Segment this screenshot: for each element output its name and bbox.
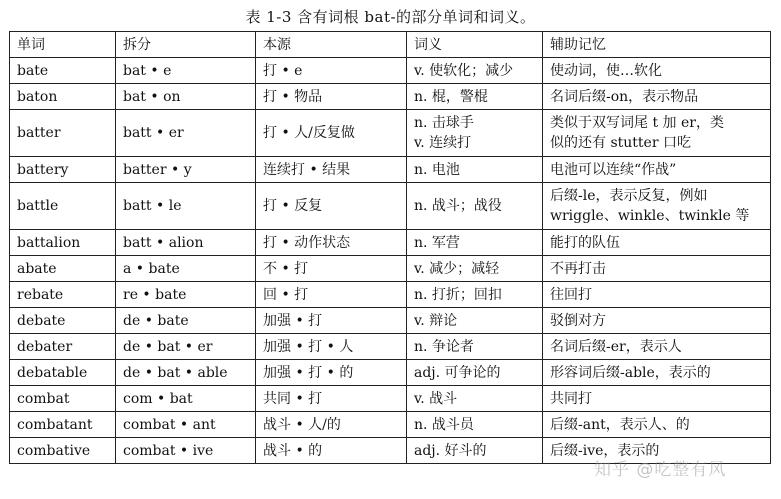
cell-origin: 打 • e [256,58,407,84]
cell-meaning [407,183,543,230]
cell-memo-line: 共同打 [550,390,592,407]
cell-memo-line: 形容词后缀-able，表示的 [550,364,711,381]
cell-origin: 加强 • 打 • 人 [256,334,407,360]
cell-split: de • bat • er [116,334,256,360]
cell-origin: 共同 • 打 [256,386,407,412]
cell-memo-line: 电池可以连续“作战” [550,161,677,178]
cell-origin: 连续打 • 结果 [256,157,407,183]
cell-meaning-line: adj. 好斗的 [414,442,487,459]
cell-meaning-line: adj. 可争论的 [414,364,501,381]
cell-meaning-line: v. 辩论 [414,312,458,329]
cell-word: baton [10,84,116,110]
cell-meaning-line: n. 战斗员 [414,416,474,433]
cell-word: combat [10,386,116,412]
cell-word: combatant [10,412,116,438]
header-row [10,32,771,58]
cell-meaning-line: v. 减少；减轻 [414,260,500,277]
cell-meaning [407,386,543,412]
cell-word: debate [10,308,116,334]
watermark: 知乎 @吃整有风 [594,460,727,480]
cell-memo [543,110,771,157]
cell-origin: 战斗 • 的 [256,438,407,464]
cell-memo-line: 驳倒对方 [550,312,606,329]
cell-split: de • bate [116,308,256,334]
cell-meaning-line: n. 争论者 [414,338,474,355]
cell-split: combat • ive [116,438,256,464]
table-row [10,386,771,412]
cell-memo-line: 不再打击 [550,260,606,277]
header-meaning: 词义 [407,32,543,58]
cell-origin: 加强 • 打 [256,308,407,334]
cell-split: batt • le [116,183,256,230]
cell-memo-line: 能打的队伍 [550,234,620,251]
cell-word: batter [10,110,116,157]
cell-memo-line: 使动词，使…软化 [550,62,662,79]
cell-memo [543,58,771,84]
cell-memo-line: 名词后缀-on，表示物品 [550,88,699,105]
cell-origin: 战斗 • 人/的 [256,412,407,438]
cell-memo [543,84,771,110]
cell-split: a • bate [116,256,256,282]
cell-split: batter • y [116,157,256,183]
table-row [10,157,771,183]
table-row [10,183,771,230]
cell-meaning [407,334,543,360]
cell-word: abate [10,256,116,282]
cell-split: batt • alion [116,230,256,256]
cell-origin: 不 • 打 [256,256,407,282]
cell-memo [543,282,771,308]
cell-memo [543,334,771,360]
cell-meaning-line: v. 连续打 [414,135,472,151]
cell-word: debatable [10,360,116,386]
cell-origin: 回 • 打 [256,282,407,308]
cell-split: re • bate [116,282,256,308]
table-caption: 表 1-3 含有词根 bat-的部分单词和词义。 [245,8,536,26]
cell-origin: 打 • 人/反复做 [256,110,407,157]
cell-memo [543,157,771,183]
cell-split: batt • er [116,110,256,157]
table-row [10,256,771,282]
cell-meaning [407,230,543,256]
cell-split: de • bat • able [116,360,256,386]
cell-memo [543,386,771,412]
cell-meaning [407,438,543,464]
cell-origin: 打 • 物品 [256,84,407,110]
cell-split: bat • on [116,84,256,110]
cell-origin: 打 • 动作状态 [256,230,407,256]
cell-meaning-line: n. 电池 [414,161,460,178]
table-row [10,438,771,464]
cell-memo [543,360,771,386]
word-root-table [9,31,771,464]
cell-memo [543,412,771,438]
cell-meaning-line: v. 战斗 [414,390,458,407]
cell-word: combative [10,438,116,464]
cell-word: debater [10,334,116,360]
cell-meaning [407,308,543,334]
cell-meaning-line: n. 打折；回扣 [414,286,502,303]
cell-memo [543,438,771,464]
cell-memo-line: 往回打 [550,286,592,303]
cell-meaning-line: n. 棍，警棍 [414,88,488,105]
cell-memo [543,183,771,230]
cell-word: rebate [10,282,116,308]
cell-meaning [407,282,543,308]
cell-memo [543,308,771,334]
table-body [10,58,771,464]
table-row [10,230,771,256]
cell-meaning [407,110,543,157]
header-word: 单词 [10,32,116,58]
table-row [10,412,771,438]
cell-word: battery [10,157,116,183]
cell-memo-line: 类似于双写词尾 t 加 er，类 [550,115,724,131]
table-row [10,58,771,84]
cell-memo-line: 后缀-ive，表示的 [550,442,660,459]
table-row [10,84,771,110]
header-memo: 辅助记忆 [543,32,771,58]
cell-meaning [407,84,543,110]
cell-word: bate [10,58,116,84]
cell-meaning-line: v. 使软化；减少 [414,62,514,79]
cell-origin: 加强 • 打 • 的 [256,360,407,386]
table-row [10,360,771,386]
cell-meaning [407,58,543,84]
cell-split: com • bat [116,386,256,412]
table-row [10,282,771,308]
cell-split: bat • e [116,58,256,84]
cell-meaning [407,157,543,183]
cell-meaning-line: n. 战斗；战役 [414,198,502,214]
cell-meaning [407,412,543,438]
header-origin: 本源 [256,32,407,58]
cell-memo-line: 名词后缀-er，表示人 [550,338,682,355]
cell-memo-line: 后缀-le，表示反复，例如 [550,188,708,204]
cell-meaning-line: n. 击球手 [414,115,474,131]
cell-word: battle [10,183,116,230]
table-row [10,334,771,360]
table-row [10,110,771,157]
cell-memo-line: 后缀-ant，表示人、的 [550,416,690,433]
cell-memo-line: wriggle、winkle、twinkle 等 [550,208,750,224]
cell-meaning [407,256,543,282]
cell-memo-line: 似的还有 stutter 口吃 [550,135,691,151]
cell-memo [543,256,771,282]
table-row [10,308,771,334]
cell-memo [543,230,771,256]
cell-origin: 打 • 反复 [256,183,407,230]
cell-split: combat • ant [116,412,256,438]
cell-word: battalion [10,230,116,256]
cell-meaning [407,360,543,386]
header-split: 拆分 [116,32,256,58]
cell-meaning-line: n. 军营 [414,234,460,251]
